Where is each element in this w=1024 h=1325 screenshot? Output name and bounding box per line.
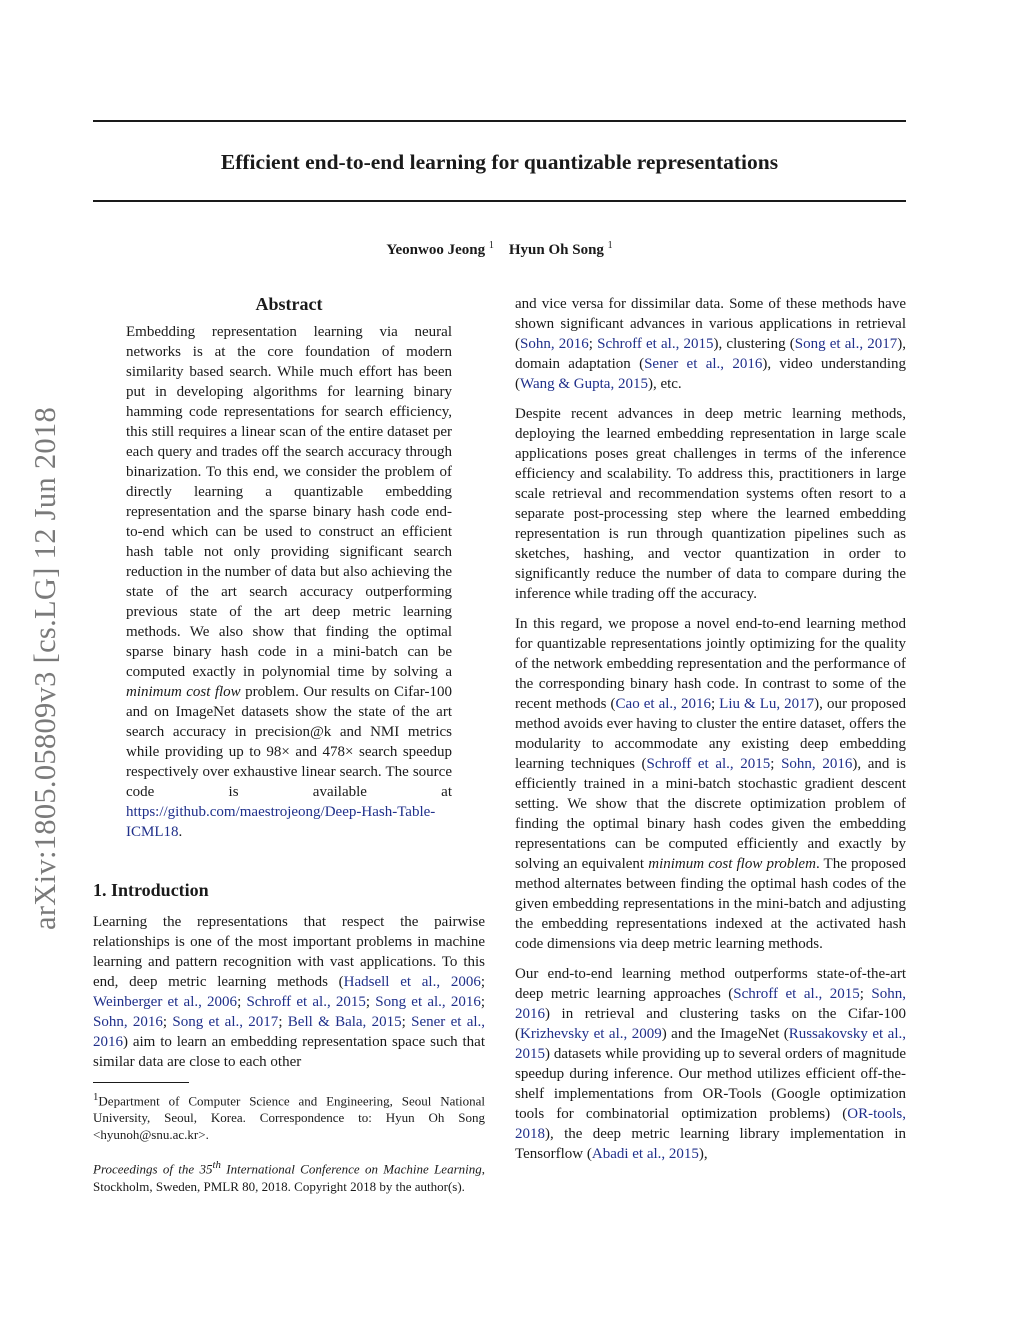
citation-separator: ; <box>162 1014 173 1030</box>
citation-link[interactable]: Song et al., 2017 <box>794 336 898 352</box>
footnote-proceedings <box>93 1157 485 1194</box>
proceedings-italic: Proceedings of the 35 <box>93 1161 213 1177</box>
citation-link[interactable]: Sohn, 2016 <box>520 336 589 352</box>
title-bottom-rule <box>93 200 906 202</box>
citation-link[interactable]: OR-tools, 2018 <box>515 1106 906 1142</box>
proceedings-italic: International Conference on Machine Learning <box>220 1161 482 1177</box>
proceedings-text: , Stockholm, Sweden, PMLR 80, 2018. Copyright 2018 by the author(s). <box>93 1161 485 1194</box>
footnote-rule <box>93 1082 189 1083</box>
body-text: ), and is efficiently trained in a mini-batch stochastic gradient descent setting. We show that the discrete optimization problem of finding the optimal binary hash codes given the embedding representations can be computed efficiently and exactly by solving an equivalent <box>515 756 906 872</box>
author-name: Yeonwoo Jeong <box>386 242 486 258</box>
citation-link[interactable]: Krizhevsky et al., 2009 <box>520 1026 662 1042</box>
citation-separator: ; <box>859 986 872 1002</box>
citation-link[interactable]: Hadsell et al., 2006 <box>343 974 481 990</box>
abstract-text: problem. Our results on Cifar-100 and on ImageNet datasets show the state of the art search accuracy in precision@k and NMI metrics while providing up to 98× and 478× search speedup respectively over exhaustive linear search. The source code is available at <box>126 684 452 800</box>
citation-link[interactable]: Schroff et al., 2015 <box>733 986 860 1002</box>
body-text: ), the deep metric learning library implementation in Tensorflow ( <box>515 1126 906 1162</box>
right-column <box>515 294 906 1174</box>
citation-link[interactable]: Sener et al., 2016 <box>644 356 763 372</box>
body-text: ), our proposed method avoids ever having to cluster the entire dataset, offers the modularity to accommodate any existing deep embedding learning techniques ( <box>515 696 906 772</box>
citation-link[interactable]: Schroff et al., 2015 <box>646 756 771 772</box>
body-text: ), domain adaptation ( <box>515 336 906 372</box>
citation-separator: ; <box>365 994 376 1010</box>
paper-title: Efficient end-to-end learning for quantizable representations <box>220 150 779 174</box>
body-text: ) in retrieval and clustering tasks on the Cifar-100 ( <box>515 1006 906 1042</box>
citation-link[interactable]: Liu & Lu, 2017 <box>719 696 815 712</box>
body-text: Learning the representations that respect the pairwise relationships is one of the most important problems in machine learning and pattern recognition with vast applications. To this end, deep metric learning methods ( <box>93 914 485 990</box>
author-affiliation-mark: 1 <box>488 240 494 251</box>
citation-link[interactable]: Sener et al., 2016 <box>93 1014 486 1050</box>
title-top-rule <box>93 120 906 122</box>
citation-separator: ; <box>278 1014 288 1030</box>
body-text: and vice versa for dissimilar data. Some of these methods have shown significant advances in various applications in retrieval ( <box>515 296 906 352</box>
abstract-emphasis: minimum cost flow <box>126 684 241 700</box>
citation-link[interactable]: Abadi et al., 2015 <box>591 1146 699 1162</box>
abstract-text: . <box>178 824 183 840</box>
body-paragraph: Despite recent advances in deep metric learning methods, deploying the learned embedding representation in large scale applications poses great challenges in terms of the inference efficiency and scalability. To address this, practitioners in large scale retrieval and recommendation systems often resort to a separate post-processing step where the learned embedding representation is run through quantization pipelines such as sketches, hashing, and vector quantization in order to significantly reduce the number of data to compare during the inference while trading off the accuracy. <box>515 406 906 602</box>
citation-separator: ; <box>480 994 486 1010</box>
body-text: . The proposed method alternates between finding the optimal hash codes of the given embedding representations in the mini-batch and adjusting the embedding representations indexed at the activated hash code dimensions via deep metric learning methods. <box>515 856 907 952</box>
footnote-text: Department of Computer Science and Engineering, Seoul National University, Seoul, Korea. Correspondence to: Hyun Oh Song <hyunoh@snu.ac.kr>. <box>93 1093 485 1143</box>
footnote-mark: 1 <box>93 1091 99 1103</box>
citation-separator: ; <box>770 756 782 772</box>
body-paragraph <box>515 614 906 954</box>
section-heading-introduction: 1. Introduction <box>93 880 209 900</box>
author-list <box>93 236 906 260</box>
body-text: ) datasets while providing up to several orders of magnitude speedup during inference. Our method utilizes efficient off-the-shelf implementations from OR-Tools (Google optimization tools for combinatorial optimization problems) ( <box>515 1046 906 1122</box>
citation-link[interactable]: Wang & Gupta, 2015 <box>520 376 648 392</box>
citation-separator: ; <box>401 1014 412 1030</box>
body-emphasis: minimum cost flow problem <box>648 856 816 872</box>
citation-separator: ; <box>480 974 485 990</box>
citation-link[interactable]: Russakovsky et al., 2015 <box>515 1026 906 1062</box>
author-name: Hyun Oh Song <box>508 242 604 258</box>
citation-link[interactable]: Song et al., 2016 <box>375 994 481 1010</box>
citation-link[interactable]: Sohn, 2016 <box>781 756 853 772</box>
body-text: ) and the ImageNet ( <box>661 1026 789 1042</box>
abstract-heading: Abstract <box>255 294 323 314</box>
body-paragraph <box>515 294 906 394</box>
citation-link[interactable]: Song et al., 2017 <box>172 1014 279 1030</box>
citation-link[interactable]: Cao et al., 2016 <box>615 696 711 712</box>
footnote-affiliation <box>93 1089 485 1143</box>
citation-link[interactable]: Sohn, 2016 <box>515 986 906 1022</box>
citation-separator: ; <box>237 994 247 1010</box>
source-code-link[interactable]: https://github.com/maestrojeong/Deep-Hash-Table-ICML18 <box>126 804 436 840</box>
abstract-text: Embedding representation learning via neural networks is at the core foundation of modern similarity based search. While much effort has been put in developing algorithms for learning binary hamming code representations for search efficiency, this still requires a linear scan of the entire dataset per each query and trades off the search accuracy through binarization. To this end, we consider the problem of directly learning a quantizable embedding representation and the sparse binary hash code end-to-end which can be used to construct an efficient hash table not only providing significant search reduction in the number of data but also achieving the state of the art search accuracy outperforming previous state of the art deep metric learning methods. We also show that finding the optimal sparse binary hash code in a mini-batch can be computed exactly in polynomial time by solving a <box>126 324 452 680</box>
arxiv-stamp: arXiv:1805.05809v3 [cs.LG] 12 Jun 2018 <box>28 406 62 930</box>
citation-separator: ; <box>710 696 720 712</box>
body-text: ), etc. <box>647 376 682 392</box>
citation-link[interactable]: Schroff et al., 2015 <box>597 336 714 352</box>
body-paragraph <box>515 964 906 1164</box>
left-column <box>93 292 485 1195</box>
author-affiliation-mark: 1 <box>607 240 613 251</box>
body-text: ), clustering ( <box>713 336 795 352</box>
body-text: ), <box>698 1146 708 1162</box>
citation-link[interactable]: Schroff et al., 2015 <box>246 994 366 1010</box>
citation-separator: ; <box>588 336 598 352</box>
body-text: ), video understanding ( <box>515 356 906 392</box>
body-text: ) aim to learn an embedding representation space such that similar data are close to each other <box>93 1034 485 1070</box>
citation-link[interactable]: Sohn, 2016 <box>93 1014 163 1030</box>
intro-paragraph <box>93 912 485 1072</box>
citation-link[interactable]: Bell & Bala, 2015 <box>287 1014 402 1030</box>
abstract-body <box>126 322 452 842</box>
proceedings-superscript: th <box>212 1159 221 1172</box>
citation-link[interactable]: Weinberger et al., 2006 <box>93 994 238 1010</box>
body-text: In this regard, we propose a novel end-to-end learning method for quantizable representations jointly optimizing for the quality of the network embedding representation and the performance of the corresponding binary hash code. In contrast to some of the recent methods ( <box>515 616 906 712</box>
body-text: Our end-to-end learning method outperforms state-of-the-art deep metric learning approaches ( <box>515 966 906 1002</box>
